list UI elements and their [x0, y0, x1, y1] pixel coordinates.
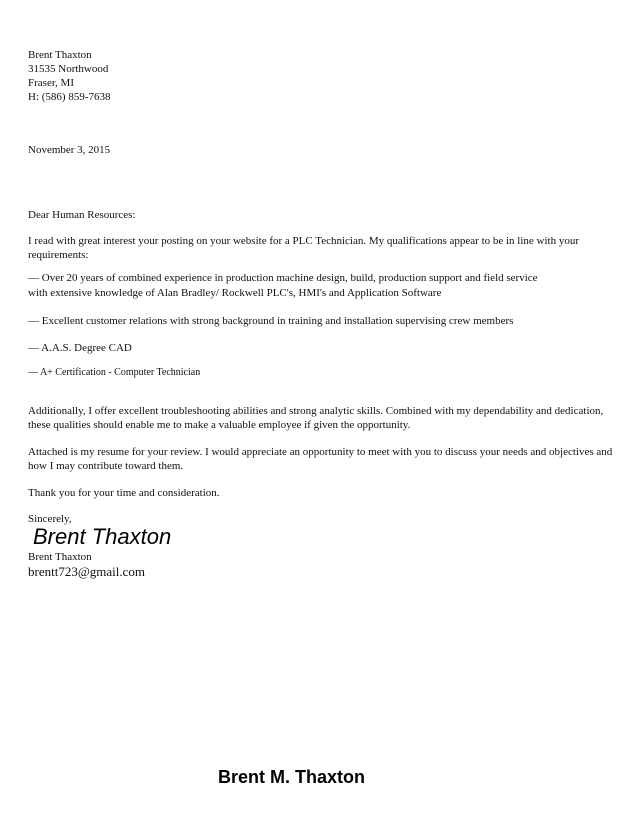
attached-paragraph: Attached is my resume for your review. I would appreciate an opportunity to meet with you to discuss your needs and objectives and how I may contribute toward them.	[28, 446, 613, 472]
closing: Sincerely,	[28, 513, 72, 525]
sender-name: Brent Thaxton	[28, 49, 92, 61]
additionally-paragraph: Additionally, I offer excellent troubleshooting abilities and strong analytic skills. Combined with my dependability and dedication, these qualities should enable me to make a valuable employee if given the opportunity.	[28, 405, 604, 431]
thanks-line: Thank you for your time and consideration.	[28, 487, 220, 499]
sender-city: Fraser, MI	[28, 77, 74, 89]
sender-phone: H: (586) 859-7638	[28, 91, 111, 103]
qualification-item: — Over 20 years of combined experience in production machine design, build, production support and field service	[28, 272, 538, 284]
qualification-item: — Excellent customer relations with strong background in training and installation supervising crew members	[28, 315, 514, 327]
qualification-item: — A.A.S. Degree CAD	[28, 342, 132, 354]
email-address: brentt723@gmail.com	[28, 564, 146, 579]
letter-date: November 3, 2015	[28, 144, 111, 156]
salutation: Dear Human Resources:	[28, 209, 136, 221]
intro-paragraph: I read with great interest your posting on your website for a PLC Technician. My qualifications appear to be in line with your requirements:	[28, 235, 580, 261]
footer-name: Brent M. Thaxton	[218, 767, 365, 787]
qualification-item: — A+ Certification - Computer Technician	[28, 367, 201, 378]
sender-street: 31535 Northwood	[28, 63, 109, 75]
typed-name: Brent Thaxton	[28, 551, 92, 563]
signature: Brent Thaxton	[33, 524, 172, 549]
qualification-item-continuation: with extensive knowledge of Alan Bradley/ Rockwell PLC's, HMI's and Application Software	[28, 287, 442, 299]
